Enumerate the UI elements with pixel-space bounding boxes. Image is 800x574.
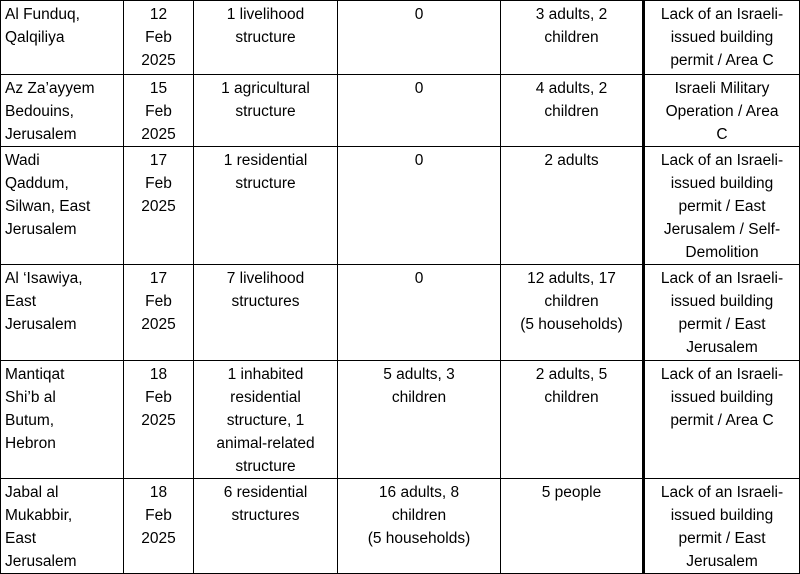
affected-text: 5 people — [541, 484, 602, 501]
reason-text: Lack of an Israeli- issued building permit / East Jerusalem — [660, 270, 784, 356]
location-cell — [1, 265, 124, 361]
table-row — [1, 361, 800, 479]
structures-cell — [194, 147, 338, 265]
structures-cell — [194, 265, 338, 361]
date-cell — [124, 479, 194, 574]
location-text: Jabal al Mukabbir, East Jerusalem — [5, 484, 77, 570]
affected-text: 2 adults, 5 children — [535, 366, 608, 406]
reason-cell — [644, 1, 800, 75]
date-cell — [124, 147, 194, 265]
location-cell — [1, 361, 124, 479]
location-cell — [1, 1, 124, 75]
table-row — [1, 1, 800, 75]
reason-cell — [644, 147, 800, 265]
structures-text: 6 residential structures — [223, 484, 308, 524]
location-cell — [1, 147, 124, 265]
date-cell — [124, 1, 194, 75]
reason-text: Lack of an Israeli- issued building permit / Area C — [660, 366, 784, 429]
table-row — [1, 479, 800, 574]
date-text: 18 Feb 2025 — [141, 484, 176, 547]
date-cell — [124, 361, 194, 479]
structures-text: 1 residential structure — [223, 152, 308, 192]
displaced-text: 0 — [414, 152, 424, 169]
displaced-cell — [338, 479, 501, 574]
structures-cell — [194, 1, 338, 75]
location-cell — [1, 75, 124, 147]
affected-cell — [501, 1, 644, 75]
structures-text: 7 livelihood structures — [226, 270, 305, 310]
location-text: Wadi Qaddum, Silwan, East Jerusalem — [5, 152, 91, 238]
affected-text: 4 adults, 2 children — [535, 80, 608, 120]
affected-text: 12 adults, 17 children (5 households) — [520, 270, 623, 333]
date-text: 15 Feb 2025 — [141, 80, 176, 143]
table-row — [1, 147, 800, 265]
structures-cell — [194, 361, 338, 479]
affected-cell — [501, 479, 644, 574]
structures-cell — [194, 479, 338, 574]
date-text: 12 Feb 2025 — [141, 6, 176, 69]
reason-text: Lack of an Israeli- issued building permit / East Jerusalem — [660, 484, 784, 570]
affected-text: 3 adults, 2 children — [535, 6, 608, 46]
reason-text: Lack of an Israeli- issued building permit / East Jerusalem / Self- Demolition — [660, 152, 784, 261]
affected-text: 2 adults — [544, 152, 599, 169]
date-text: 17 Feb 2025 — [141, 152, 176, 215]
displaced-text: 5 adults, 3 children — [383, 366, 455, 406]
location-text: Al ‘Isawiya, East Jerusalem — [5, 270, 83, 333]
displaced-text: 0 — [414, 80, 424, 97]
location-text: Mantiqat Shi’b al Butum, Hebron — [5, 366, 65, 452]
date-cell — [124, 265, 194, 361]
table-row — [1, 75, 800, 147]
reason-cell — [644, 361, 800, 479]
table-row — [1, 265, 800, 361]
location-text: Al Funduq, Qalqiliya — [5, 6, 80, 46]
reason-cell — [644, 75, 800, 147]
displaced-cell — [338, 75, 501, 147]
affected-cell — [501, 361, 644, 479]
date-text: 18 Feb 2025 — [141, 366, 176, 429]
affected-cell — [501, 147, 644, 265]
structures-text: 1 inhabited residential structure, 1 animal-related structure — [216, 366, 315, 475]
reason-cell — [644, 265, 800, 361]
displaced-text: 0 — [414, 6, 424, 23]
date-text: 17 Feb 2025 — [141, 270, 176, 333]
structures-cell — [194, 75, 338, 147]
date-cell — [124, 75, 194, 147]
displaced-cell — [338, 265, 501, 361]
location-cell — [1, 479, 124, 574]
displaced-cell — [338, 1, 501, 75]
displaced-text: 0 — [414, 270, 424, 287]
structures-text: 1 livelihood structure — [226, 6, 305, 46]
reason-cell — [644, 479, 800, 574]
reason-text: Israeli Military Operation / Area C — [665, 80, 779, 143]
affected-cell — [501, 75, 644, 147]
displaced-text: 16 adults, 8 children (5 households) — [367, 484, 471, 547]
reason-text: Lack of an Israeli- issued building permit / Area C — [660, 6, 784, 69]
location-text: Az Za’ayyem Bedouins, Jerusalem — [5, 80, 95, 143]
affected-cell — [501, 265, 644, 361]
structures-text: 1 agricultural structure — [221, 80, 310, 120]
displaced-cell — [338, 147, 501, 265]
displaced-cell — [338, 361, 501, 479]
